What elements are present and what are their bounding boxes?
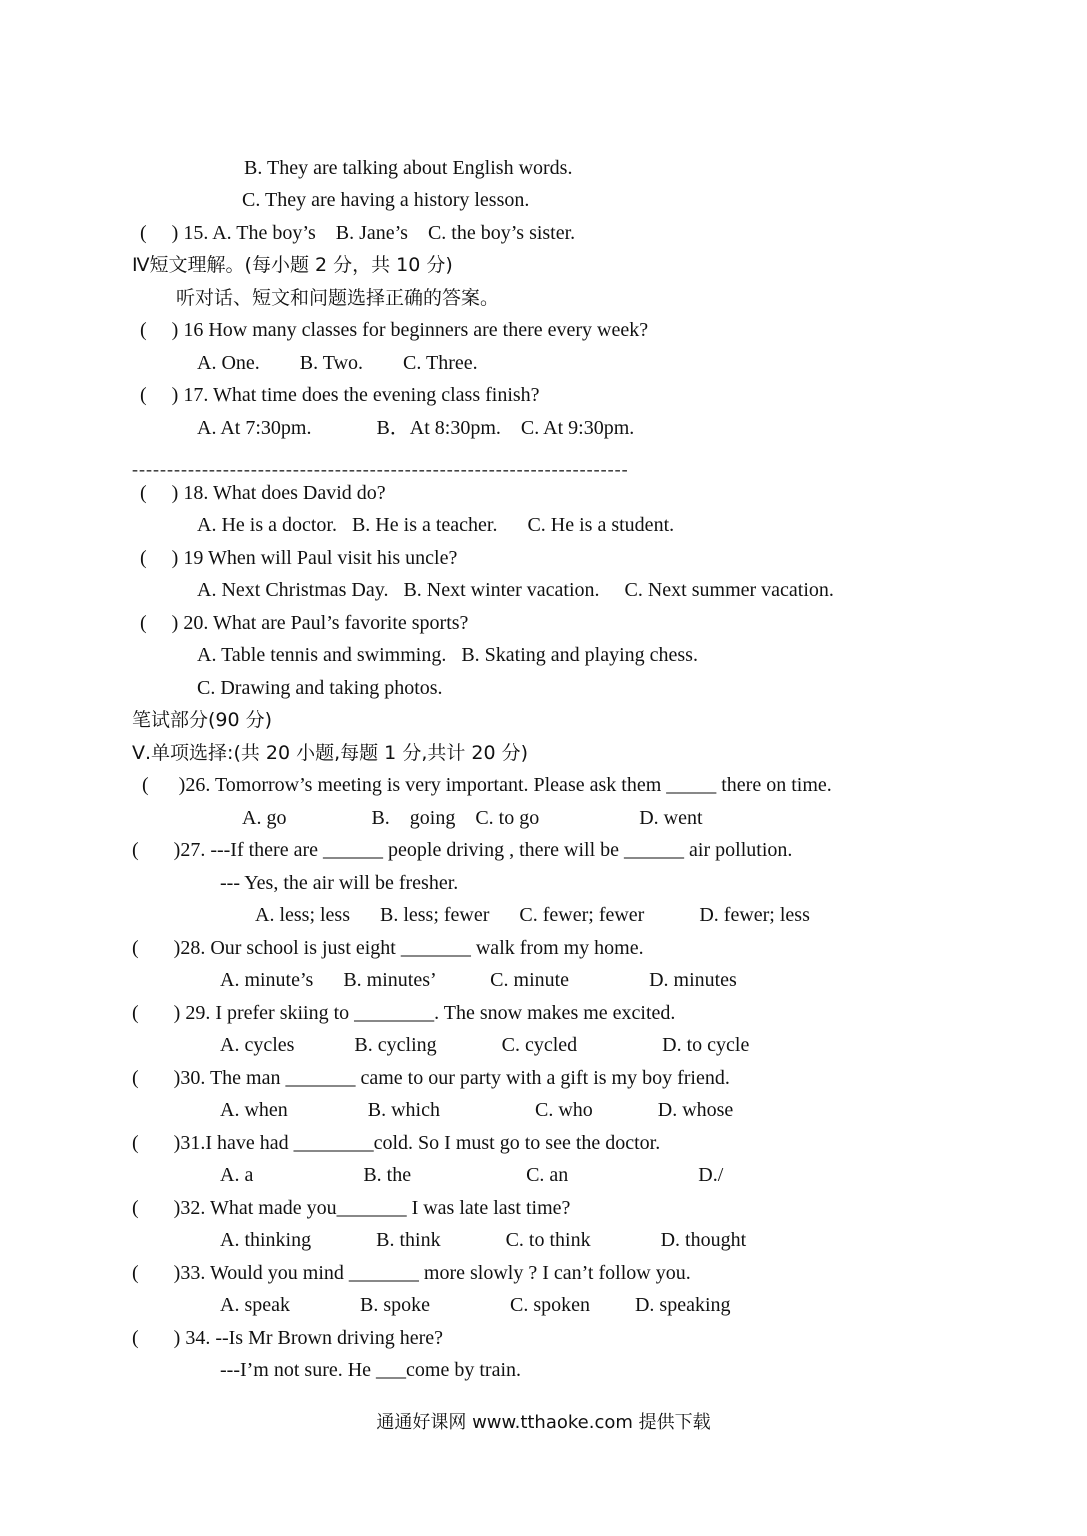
options-16: A. One. B. Two. C. Three.	[197, 352, 478, 374]
page-footer: 通通好课网 www.tthaoke.com 提供下载	[376, 1412, 711, 1433]
question-18: ( ) 18. What does David do?	[140, 482, 386, 504]
options-20-c: C. Drawing and taking photos.	[197, 677, 443, 699]
question-34: ( ) 34. --Is Mr Brown driving here?	[132, 1327, 444, 1349]
section-iv-instruction: 听对话、短文和问题选择正确的答案。	[176, 287, 500, 309]
options-30: A. when B. which C. who D. whose	[220, 1099, 734, 1121]
options-18: A. He is a doctor. B. He is a teacher. C. He is a student.	[197, 514, 675, 536]
question-28: ( )28. Our school is just eight _______ walk from my home.	[132, 937, 644, 959]
dashed-separator: -----------------------------------------------------------------------	[132, 459, 629, 479]
question-27-dialog: --- Yes, the air will be fresher.	[220, 872, 459, 894]
question-33: ( )33. Would you mind _______ more slowly ? I can’t follow you.	[132, 1262, 691, 1284]
written-part-heading: 笔试部分(90 分)	[132, 709, 273, 731]
question-27: ( )27. ---If there are ______ people driving , there will be ______ air pollution.	[132, 839, 793, 861]
question-17: ( ) 17. What time does the evening class finish?	[140, 384, 540, 406]
options-27: A. less; less B. less; fewer C. fewer; fewer D. fewer; less	[255, 904, 810, 926]
option-line-b-14: B. They are talking about English words.	[244, 157, 573, 179]
options-26: A. go B. going C. to go D. went	[242, 807, 703, 829]
options-17: A. At 7:30pm. B．At 8:30pm. C. At 9:30pm.	[197, 417, 635, 439]
options-29: A. cycles B. cycling C. cycled D. to cycle	[220, 1034, 750, 1056]
question-34-dialog: ---I’m not sure. He ___come by train.	[220, 1359, 522, 1381]
question-31: ( )31.I have had ________cold. So I must go to see the doctor.	[132, 1132, 661, 1154]
question-26: ( )26. Tomorrow’s meeting is very important. Please ask them _____ there on time.	[142, 774, 832, 796]
option-line-c-14: C. They are having a history lesson.	[242, 189, 530, 211]
section-iv-heading: Ⅳ短文理解。(每小题 2 分，共 10 分)	[132, 254, 453, 276]
question-16: ( ) 16 How many classes for beginners are there every week?	[140, 319, 649, 341]
options-33: A. speak B. spoke C. spoken D. speaking	[220, 1294, 731, 1316]
question-30: ( )30. The man _______ came to our party with a gift is my boy friend.	[132, 1067, 730, 1089]
options-32: A. thinking B. think C. to think D. thought	[220, 1229, 747, 1251]
question-19: ( ) 19 When will Paul visit his uncle?	[140, 547, 458, 569]
options-28: A. minute’s B. minutes’ C. minute D. minutes	[220, 969, 737, 991]
question-20: ( ) 20. What are Paul’s favorite sports?	[140, 612, 469, 634]
question-15: ( ) 15. A. The boy’s B. Jane’s C. the boy’s sister.	[140, 222, 576, 244]
section-v-heading: Ⅴ.单项选择:(共 20 小题,每题 1 分,共计 20 分)	[132, 742, 529, 764]
options-19: A. Next Christmas Day. B. Next winter vacation. C. Next summer vacation.	[197, 579, 834, 601]
question-29: ( ) 29. I prefer skiing to ________. The snow makes me excited.	[132, 1002, 676, 1024]
options-31: A. a B. the C. an D./	[220, 1164, 724, 1186]
question-32: ( )32. What made you_______ I was late last time?	[132, 1197, 571, 1219]
options-20-ab: A. Table tennis and swimming. B. Skating and playing chess.	[197, 644, 698, 666]
